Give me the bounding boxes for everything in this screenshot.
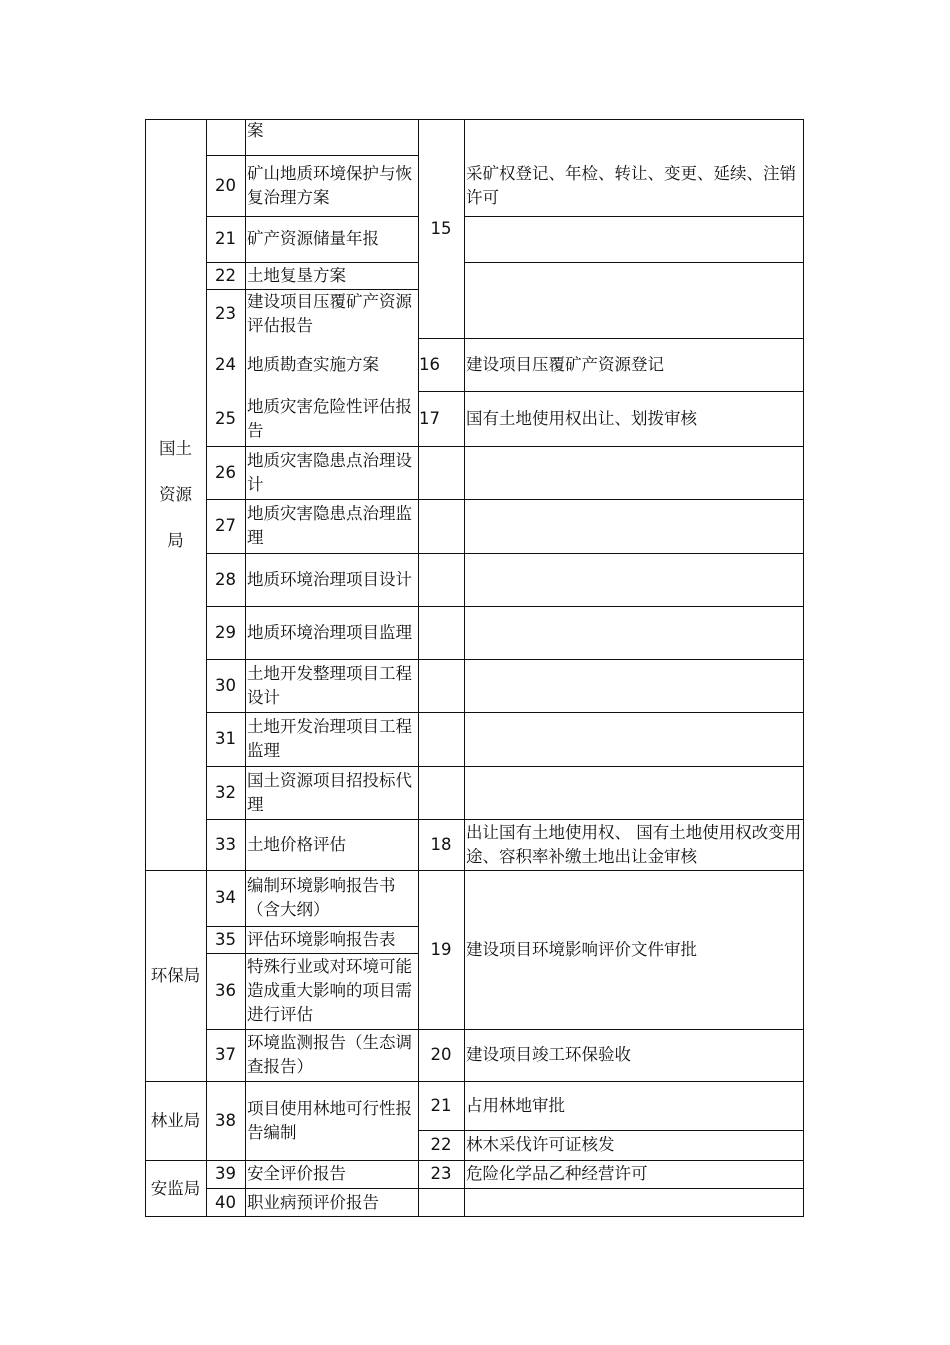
item-name: 土地开发整理项目工程设计 [247,663,412,707]
item-no: 23 [215,303,236,323]
item-no: 28 [215,569,236,589]
dept-anjian: 安监局 [150,1178,201,1198]
item-name: 国土资源项目招投标代理 [247,770,412,814]
item-no: 35 [215,929,236,949]
item-name: 项目使用林地可行性报告编制 [247,1098,412,1142]
item-no: 21 [215,229,236,248]
item-name: 土地开发治理项目工程监理 [247,717,412,760]
item-name: 矿产资源储量年报 [247,229,379,248]
item-no: 24 [215,354,236,374]
item-no: 38 [215,1110,236,1130]
approval-name: 林木采伐许可证核发 [466,1135,615,1154]
approval-name: 危险化学品乙种经营许可 [466,1164,648,1183]
item-no [206,119,245,155]
item-name: 地质灾害隐患点治理设计 [247,450,412,494]
approval-name: 占用林地审批 [466,1095,565,1115]
approval-no: 18 [430,834,452,854]
approval-no: 23 [430,1164,452,1183]
approval-no: 21 [430,1095,452,1115]
item-name: 建设项目压覆矿产资源评估报告 [247,291,412,335]
approval-no: 16 [419,354,440,374]
approval-no: 15 [430,218,452,238]
item-no: 31 [215,729,236,748]
dept-huanbao: 环保局 [150,965,201,985]
service-table [145,119,804,1217]
approval-name: 出让国有土地使用权、 国有土地使用权改变用途、容积率补缴土地出让金审核 [466,822,802,866]
item-name: 特殊行业或对环境可能造成重大影响的项目需进行评估 [247,957,412,1024]
item-name: 环境监测报告（生态调查报告） [247,1033,412,1076]
dept-guotu-line3: 局 [167,530,184,550]
item-name: 地质勘查实施方案 [247,354,379,374]
item-name: 地质环境治理项目监理 [247,622,412,642]
item-no: 40 [215,1192,236,1212]
item-name: 土地复垦方案 [247,265,346,285]
approval-name: 国有土地使用权出让、划拨审核 [466,408,697,428]
dept-linye: 林业局 [150,1110,201,1130]
item-no: 30 [215,675,236,695]
item-name: 土地价格评估 [247,834,346,854]
item-no: 32 [215,782,236,802]
item-no: 26 [215,462,236,482]
item-name: 案 [247,121,264,140]
approval-name: 建设项目压覆矿产资源登记 [466,354,664,374]
approval-no: 22 [430,1135,452,1154]
item-no: 39 [215,1164,236,1183]
item-no: 33 [215,834,236,854]
dept-guotu-line2: 资源 [159,484,192,504]
item-name: 评估环境影响报告表 [247,929,396,949]
item-name: 安全评价报告 [247,1164,346,1183]
approval-name: 采矿权登记、年检、转让、变更、延续、注销许可 [466,163,796,207]
item-no: 37 [215,1045,236,1064]
item-name: 地质灾害隐患点治理监理 [247,504,412,547]
approval-name: 建设项目竣工环保验收 [466,1045,631,1064]
item-no: 22 [215,265,236,285]
approval-no: 20 [430,1045,452,1064]
item-name: 编制环境影响报告书（含大纲） [247,876,396,919]
item-name: 矿山地质环境保护与恢复治理方案 [247,163,412,207]
item-no: 27 [215,516,236,535]
item-no: 29 [215,622,236,642]
approval-no: 19 [430,939,452,959]
item-name: 地质环境治理项目设计 [247,569,412,589]
item-no: 25 [215,408,236,428]
dept-guotu [145,119,206,870]
dept-guotu-line1: 国土 [159,438,192,458]
item-no: 20 [215,175,236,195]
item-no: 34 [215,888,236,907]
approval-no: 17 [419,408,440,428]
approval-name: 建设项目环境影响评价文件审批 [466,939,697,959]
item-name: 地质灾害危险性评估报告 [247,396,412,440]
item-name: 职业病预评价报告 [247,1192,379,1212]
item-no: 36 [215,981,236,1000]
